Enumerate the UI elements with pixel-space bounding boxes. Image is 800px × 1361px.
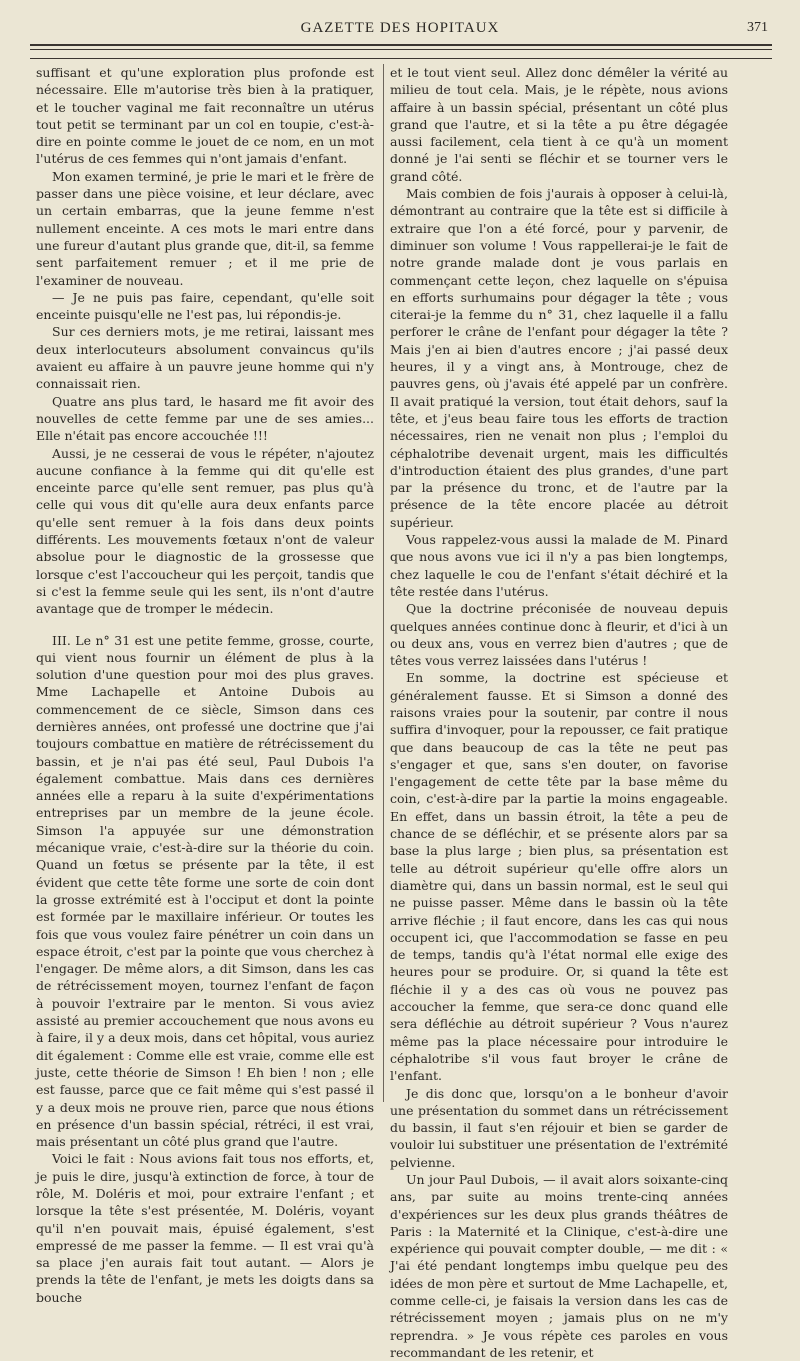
paragraph: En somme, la doctrine est spécieuse et généralement fausse. Et si Simson a donné des raisons vraies pour la soutenir, par contre il nous suffira d'invoquer, pour la repousser, ce fait pratique que dans beaucoup de cas la tête ne peut pas s'engager et que, sans s'en douter, on favorise l'engagement de cette tête par la base même du coin, c'est-à-dire par la partie la moins engageable. En effet, dans un bassin étroit, la tête a peu de chance de se défléchir, et se présente alors par sa base la plus large ; bien plus, sa présentation est telle au détroit supérieur qu'elle offre alors un diamètre qui, dans un bassin normal, est le seul qui ne puisse passer. Même dans le bassin où la tête arrive fléchie ; il faut encore, dans les cas qui nous occupent ici, que l'accommodation se fasse en peu de temps, tandis qu'à l'état normal elle exige des heures pour se produire. Or, si quand la tête est fléchie il y a des cas où vous ne pouvez pas accoucher la femme, que sera-ce donc quand elle sera défléchie au détroit supérieur ? Vous n'aurez même pas la place nécessaire pour introduire le céphalotribe s'il vous faut broyer le crâne de l'enfant. <box>390 670 728 1084</box>
right-column <box>390 64 728 1361</box>
paragraph: suffisant et qu'une exploration plus profonde est nécessaire. Elle m'autorise très bien à la pratiquer, et le toucher vaginal me fait reconnaître un utérus tout petit se terminant par un col en toupie, c'est-à-dire en pointe comme le jouet de ce nom, en un mot l'utérus de ces femmes qui n'ont jamais d'enfant. <box>36 65 374 167</box>
paragraph: Je dis donc que, lorsqu'on a le bonheur d'avoir une présentation du sommet dans un rétrécissement du bassin, il faut s'en réjouir et bien se garder de vouloir lui substituer une présentation de l'extrémité pelvienne. <box>390 1085 728 1170</box>
header-rule-lower <box>30 58 772 59</box>
paragraph: Sur ces derniers mots, je me retirai, laissant mes deux interlocuteurs absolument convaincus qu'ils avaient eu affaire à un pauvre jeune homme qui n'y connaissait rien. <box>36 324 374 392</box>
paragraph: Quatre ans plus tard, le hasard me fit avoir des nouvelles de cette femme par une de ses amies... Elle n'était pas encore accouchée !!! <box>36 393 374 444</box>
paragraph: Mais combien de fois j'aurais à opposer à celui-là, démontrant au contraire que la tête est si difficile à extraire que l'on a été forcé, pour y parvenir, de diminuer son volume ! Vous rappellerai-je le fait de notre grande malade dont je vous parlais en commençant cette leçon, chez laquelle on s'épuisa en efforts surhumains pour dégager la tête ; vous citerai-je la femme du n° 31, chez laquelle il a fallu perforer le crâne de l'enfant pour dégager la tête ? Mais j'en ai bien d'autres encore ; j'ai passé deux heures, il y a vingt ans, à Montrouge, chez de pauvres gens, où j'avais été appelé par un confrère. Il avait pratiqué la version, tout était dehors, sauf la tête, et j'eus beau faire tous les efforts de traction nécessaires, rien ne venait non plus ; l'emploi du céphalotribe devenait urgent, mais les difficultés d'introduction étaient des plus grandes, d'une part par la présence du tronc, et de l'autre par la présence de la tête encore placée au détroit supérieur. <box>390 186 728 530</box>
page-number: 371 <box>747 20 768 35</box>
paragraph: et le tout vient seul. Allez donc démêler la vérité au milieu de tout cela. Mais, je le répète, nous avions affaire à un bassin spécial, présentant un côté plus grand que l'autre, et si la tête a pu être dégagée aussi facilement, cela tient à ce qu'à un moment donné je l'ai senti se fléchir et se tourner vers le grand côté. <box>390 65 728 184</box>
header-rule <box>30 44 772 46</box>
paragraph: Aussi, je ne cesserai de vous le répéter, n'ajoutez aucune confiance à la femme qui dit qu'elle est enceinte parce qu'elle sent remuer, pas plus qu'à celle qui vous dit qu'elle aura deux enfants parce qu'elle sent remuer à la fois dans deux points différents. Les mouvements fœtaux n'ont de valeur absolue pour le diagnostic de la grossesse que lorsque c'est l'accoucheur qui les perçoit, tandis que si c'est la femme seule qui les sent, ils n'ont d'autre avantage que de tromper le médecin. <box>36 445 374 617</box>
left-column <box>36 64 374 1306</box>
paragraph: — Je ne puis pas faire, cependant, qu'elle soit enceinte puisqu'elle ne l'est pas, lui répondis-je. <box>36 289 374 323</box>
column-divider <box>383 64 384 1102</box>
paragraph: Voici le fait : Nous avions fait tous nos efforts, et, je puis le dire, jusqu'à extinction de force, à tour de rôle, M. Doléris et moi, pour extraire l'enfant ; et lorsque la tête s'est présentée, M. Doléris, voyant qu'il n'en pouvait mais, épuisé également, s'est empressé de me passer la femme. — Il est vrai qu'à sa place j'en aurais fait tout autant. — Alors je prends la tête de l'enfant, je mets les doigts dans sa bouche <box>36 1151 374 1305</box>
paragraph: Que la doctrine préconisée de nouveau depuis quelques années continue donc à fleurir, et d'ici à un ou deux ans, vous en verrez bien d'autres ; que de têtes vous verrez laissées dans l'utérus ! <box>390 601 728 669</box>
paragraph: III. Le n° 31 est une petite femme, grosse, courte, qui vient nous fournir un élément de plus à la solution d'une question pour moi des plus graves. Mme Lachapelle et Antoine Dubois au commencement de ce siècle, Simson dans ces dernières années, ont professé une doctrine que j'ai toujours combattue en matière de rétrécissement du bassin, et je n'ai pas été seul, Paul Dubois l'a également combattue. Mais dans ces dernières années elle a reparu à la suite d'expérimentations entreprises par un membre de la jeune école. Simson l'a appuyée sur une démonstration mécanique vraie, c'est-à-dire sur la théorie du coin. Quand un fœtus se présente par la tête, il est évident que cette tête forme une sorte de coin dont la grosse extrémité est à l'occiput et dont la pointe est formée par le maxillaire inférieur. Or toutes les fois que vous voulez faire pénétrer un coin dans un espace étroit, c'est par la pointe que vous cherchez à l'engager. De même alors, a dit Simson, dans les cas de rétrécissement moyen, tournez l'enfant de façon à pouvoir l'extraire par le menton. Si vous aviez assisté au premier accouchement que nous avons eu à faire, il y a deux mois, dans cet hôpital, vous auriez dit également : Comme elle est vraie, comme elle est juste, cette théorie de Simson ! Eh bien ! non ; elle est fausse, parce que ce fait même qui s'est passé il y a deux mois ne prouve rien, parce que nous étions en présence d'un bassin spécial, rétréci, il est vrai, mais présentant un côté plus grand que l'autre. <box>36 632 374 1150</box>
paragraph: Un jour Paul Dubois, — il avait alors soixante-cinq ans, par suite au moins trente-cinq années d'expériences sur les deux plus grands théâtres de Paris : la Maternité et la Clinique, c'est-à-dire une expérience qui pouvait compter double, — me dit : « J'ai été pendant longtemps imbu quelque peu des idées de mon père et surtout de Mme Lachapelle, et, comme celle-ci, je faisais la version dans les cas de rétrécissement moyen ; jamais plus on ne m'y reprendra. » Je vous répète ces paroles en vous recommandant de les retenir, et <box>390 1172 728 1360</box>
paragraph: Vous rappelez-vous aussi la malade de M. Pinard que nous avons vue ici il n'y a pas bien longtemps, chez laquelle le cou de l'enfant s'était déchiré et la tête restée dans l'utérus. <box>390 532 728 599</box>
page-header <box>30 14 770 42</box>
journal-title: GAZETTE DES HOPITAUX <box>300 20 500 36</box>
header-rule-thin <box>30 49 772 50</box>
paragraph: Mon examen terminé, je prie le mari et le frère de passer dans une pièce voisine, et leur déclare, avec un certain embarras, que la jeune femme n'est nullement enceinte. A ces mots le mari entre dans une fureur d'autant plus grande que, dit-il, sa femme sent parfaitement remuer ; et il me prie de l'examiner de nouveau. <box>36 168 374 288</box>
